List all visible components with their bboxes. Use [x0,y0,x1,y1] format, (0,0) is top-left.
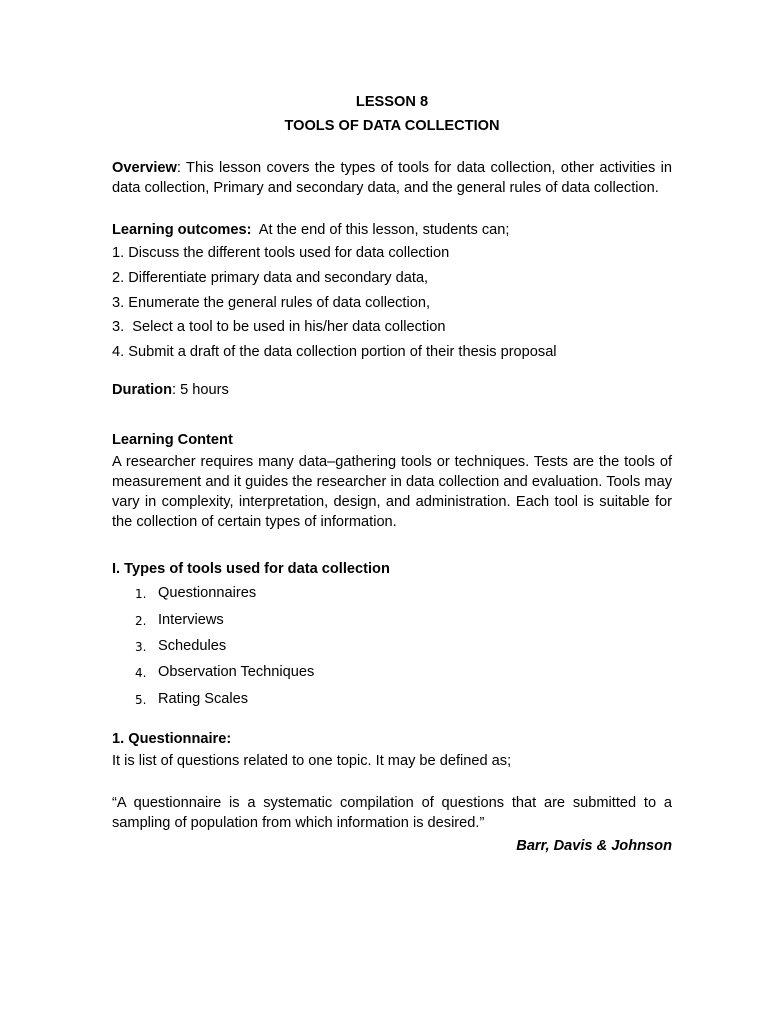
overview-paragraph [112,158,672,198]
questionnaire-quote: “A questionnaire is a systematic compilation of questions that are submitted to a sampling of population from which information is desired.” [112,794,672,831]
lesson-title: TOOLS OF DATA COLLECTION [284,118,500,134]
questionnaire-intro: It is list of questions related to one topic. It may be defined as; [112,752,512,769]
learning-outcomes-list [112,243,672,362]
duration-label: Duration [112,382,172,399]
list-number: 5. [135,692,147,707]
outcome-item: 2. Differentiate primary data and secondary data, [112,269,429,286]
learning-outcomes-intro-text: At the end of this lesson, students can; [251,222,510,238]
types-list-item [112,610,672,630]
learning-content-paragraph: A researcher requires many data–gathering tools or techniques. Tests are the tools of measurement and it guides the researcher in data collection and evaluation. Tools may vary in complexity, interpretation, design, and administration. Each tool is suitable for the collection of certain types of information. [112,454,672,531]
outcome-item: 3. Select a tool to be used in his/her data collection [112,319,446,336]
types-list-item [112,636,672,656]
types-list-item [112,583,672,603]
list-number: 1. [135,587,147,602]
outcome-item: 1. Discuss the different tools used for data collection [112,245,450,261]
list-label: Questionnaires [158,585,257,602]
list-label: Interviews [158,611,224,628]
questionnaire-heading: 1. Questionnaire: [112,730,232,747]
types-heading: I. Types of tools used for data collection [112,561,390,578]
document-page [112,92,672,856]
list-number: 2. [135,613,147,628]
types-list-item [112,689,672,709]
types-list-item [112,662,672,682]
overview-label: Overview [112,160,177,176]
duration-line [112,380,672,400]
list-label: Schedules [158,637,227,654]
list-label: Rating Scales [158,690,249,707]
learning-outcomes-intro [112,220,672,240]
lesson-number: LESSON 8 [355,94,429,110]
learning-content-heading: Learning Content [112,432,233,449]
quote-attribution: Barr, Davis & Johnson [516,837,672,854]
outcome-item: 3. Enumerate the general rules of data collection, [112,294,431,311]
list-number: 4. [135,666,147,681]
overview-text: : This lesson covers the types of tools for data collection, other activities in data collection, Primary and secondary data, and the general rules of data collection. [112,160,672,196]
learning-outcomes-label: Learning outcomes: [112,222,252,238]
outcome-item: 4. Submit a draft of the data collection portion of their thesis proposal [112,344,557,361]
list-label: Observation Techniques [158,664,315,681]
types-list [112,583,672,709]
duration-value: : 5 hours [172,382,229,399]
list-number: 3. [135,639,147,654]
